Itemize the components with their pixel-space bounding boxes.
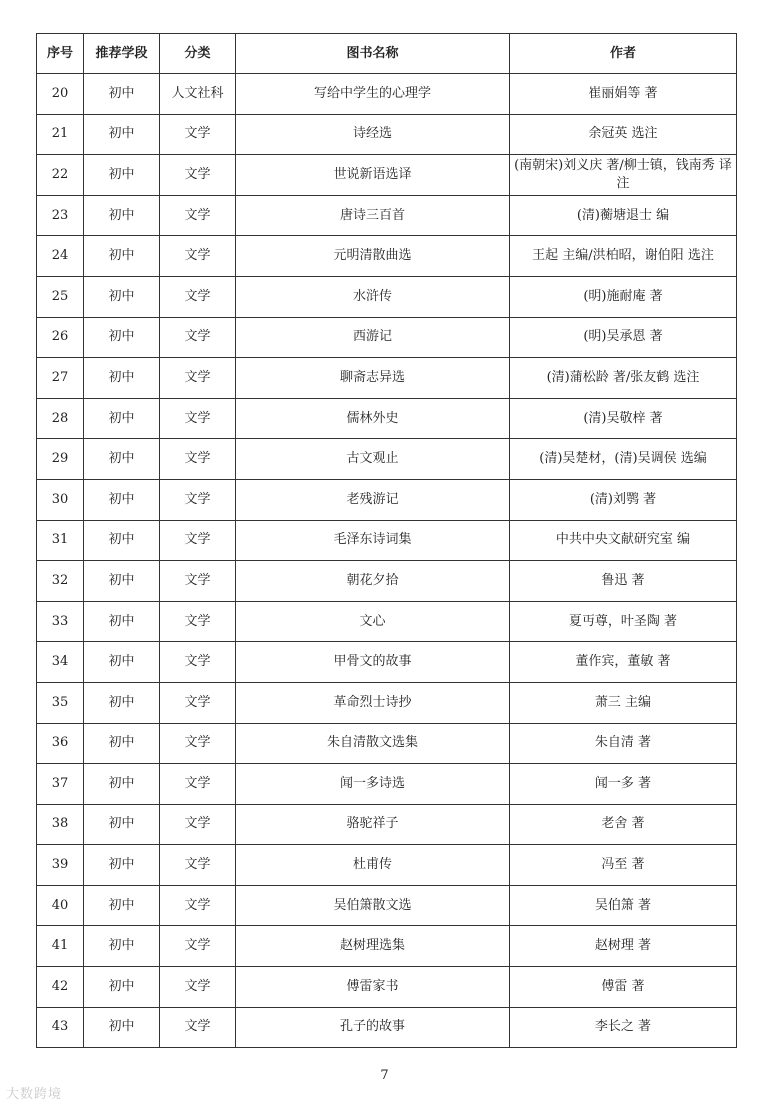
cell-stage: 初中: [84, 601, 160, 642]
table-row: [37, 74, 737, 115]
cell-category: 文学: [160, 804, 236, 845]
cell-title: 儒林外史: [236, 398, 510, 439]
table-row: [37, 1007, 737, 1048]
cell-category: 文学: [160, 1007, 236, 1048]
cell-stage: 初中: [84, 1007, 160, 1048]
cell-stage: 初中: [84, 642, 160, 683]
table-row: [37, 885, 737, 926]
cell-no: 43: [37, 1007, 84, 1048]
table-header-row: [37, 34, 737, 74]
cell-category: 文学: [160, 479, 236, 520]
cell-title: 元明清散曲选: [236, 236, 510, 277]
header-author: 作者: [510, 34, 737, 74]
cell-category: 文学: [160, 195, 236, 236]
cell-author: (清)吴楚材，(清)吴调侯 选编: [510, 439, 737, 480]
cell-title: 西游记: [236, 317, 510, 358]
cell-no: 40: [37, 885, 84, 926]
cell-category: 文学: [160, 276, 236, 317]
cell-title: 赵树理选集: [236, 926, 510, 967]
cell-author: 董作宾，董敏 著: [510, 642, 737, 683]
cell-category: 文学: [160, 601, 236, 642]
cell-no: 35: [37, 682, 84, 723]
table-row: [37, 358, 737, 399]
cell-no: 33: [37, 601, 84, 642]
cell-category: 文学: [160, 439, 236, 480]
book-list-table-wrapper: [36, 33, 736, 1048]
table-row: [37, 804, 737, 845]
cell-title: 朱自清散文选集: [236, 723, 510, 764]
cell-no: 32: [37, 561, 84, 602]
cell-title: 文心: [236, 601, 510, 642]
cell-title: 唐诗三百首: [236, 195, 510, 236]
cell-category: 文学: [160, 358, 236, 399]
cell-stage: 初中: [84, 276, 160, 317]
cell-title: 水浒传: [236, 276, 510, 317]
cell-category: 文学: [160, 967, 236, 1008]
cell-stage: 初中: [84, 723, 160, 764]
table-row: [37, 398, 737, 439]
cell-author: (明)吴承恩 著: [510, 317, 737, 358]
cell-stage: 初中: [84, 804, 160, 845]
cell-title: 老残游记: [236, 479, 510, 520]
cell-author: (南朝宋)刘义庆 著/柳士镇，钱南秀 译注: [510, 155, 737, 196]
table-row: [37, 155, 737, 196]
cell-category: 人文社科: [160, 74, 236, 115]
cell-title: 甲骨文的故事: [236, 642, 510, 683]
cell-no: 20: [37, 74, 84, 115]
cell-title: 闻一多诗选: [236, 764, 510, 805]
cell-stage: 初中: [84, 114, 160, 155]
cell-author: 崔丽娟等 著: [510, 74, 737, 115]
cell-category: 文学: [160, 926, 236, 967]
table-row: [37, 236, 737, 277]
cell-no: 39: [37, 845, 84, 886]
cell-title: 诗经选: [236, 114, 510, 155]
table-body: [37, 74, 737, 1048]
cell-title: 毛泽东诗词集: [236, 520, 510, 561]
cell-category: 文学: [160, 155, 236, 196]
header-no: 序号: [37, 34, 84, 74]
table-row: [37, 845, 737, 886]
cell-author: 中共中央文献研究室 编: [510, 520, 737, 561]
cell-no: 37: [37, 764, 84, 805]
cell-stage: 初中: [84, 479, 160, 520]
cell-author: 朱自清 著: [510, 723, 737, 764]
cell-category: 文学: [160, 114, 236, 155]
table-row: [37, 601, 737, 642]
cell-no: 24: [37, 236, 84, 277]
cell-no: 27: [37, 358, 84, 399]
cell-author: (清)刘鹗 著: [510, 479, 737, 520]
table-row: [37, 479, 737, 520]
cell-stage: 初中: [84, 845, 160, 886]
cell-category: 文学: [160, 520, 236, 561]
cell-stage: 初中: [84, 398, 160, 439]
cell-author: (清)蘅塘退士 编: [510, 195, 737, 236]
cell-author: 夏丏尊，叶圣陶 著: [510, 601, 737, 642]
watermark: 大数跨境: [6, 1087, 63, 1102]
cell-stage: 初中: [84, 682, 160, 723]
cell-title: 傅雷家书: [236, 967, 510, 1008]
table-row: [37, 276, 737, 317]
cell-no: 31: [37, 520, 84, 561]
cell-title: 杜甫传: [236, 845, 510, 886]
table-row: [37, 561, 737, 602]
cell-no: 42: [37, 967, 84, 1008]
cell-category: 文学: [160, 561, 236, 602]
cell-author: 傅雷 著: [510, 967, 737, 1008]
table-row: [37, 764, 737, 805]
cell-title: 革命烈士诗抄: [236, 682, 510, 723]
cell-author: 闻一多 著: [510, 764, 737, 805]
table-row: [37, 723, 737, 764]
cell-stage: 初中: [84, 358, 160, 399]
cell-author: (清)吴敬梓 著: [510, 398, 737, 439]
cell-author: 吴伯箫 著: [510, 885, 737, 926]
cell-stage: 初中: [84, 561, 160, 602]
cell-stage: 初中: [84, 155, 160, 196]
cell-stage: 初中: [84, 74, 160, 115]
cell-no: 25: [37, 276, 84, 317]
cell-stage: 初中: [84, 317, 160, 358]
cell-no: 30: [37, 479, 84, 520]
cell-stage: 初中: [84, 439, 160, 480]
cell-title: 朝花夕拾: [236, 561, 510, 602]
cell-stage: 初中: [84, 926, 160, 967]
table-row: [37, 114, 737, 155]
cell-title: 吴伯箫散文选: [236, 885, 510, 926]
cell-no: 29: [37, 439, 84, 480]
cell-stage: 初中: [84, 195, 160, 236]
header-title: 图书名称: [236, 34, 510, 74]
cell-no: 41: [37, 926, 84, 967]
cell-author: 余冠英 选注: [510, 114, 737, 155]
cell-no: 26: [37, 317, 84, 358]
cell-author: (明)施耐庵 著: [510, 276, 737, 317]
cell-title: 古文观止: [236, 439, 510, 480]
cell-title: 骆驼祥子: [236, 804, 510, 845]
cell-author: 鲁迅 著: [510, 561, 737, 602]
cell-category: 文学: [160, 398, 236, 439]
cell-category: 文学: [160, 845, 236, 886]
cell-author: 老舍 著: [510, 804, 737, 845]
cell-no: 34: [37, 642, 84, 683]
table-row: [37, 682, 737, 723]
cell-no: 38: [37, 804, 84, 845]
table-row: [37, 195, 737, 236]
header-stage: 推荐学段: [84, 34, 160, 74]
cell-author: 李长之 著: [510, 1007, 737, 1048]
cell-author: 萧三 主编: [510, 682, 737, 723]
cell-no: 22: [37, 155, 84, 196]
cell-author: 赵树理 著: [510, 926, 737, 967]
cell-stage: 初中: [84, 885, 160, 926]
cell-title: 孔子的故事: [236, 1007, 510, 1048]
cell-category: 文学: [160, 723, 236, 764]
cell-title: 写给中学生的心理学: [236, 74, 510, 115]
table-row: [37, 439, 737, 480]
table-row: [37, 967, 737, 1008]
cell-stage: 初中: [84, 236, 160, 277]
cell-category: 文学: [160, 682, 236, 723]
cell-category: 文学: [160, 317, 236, 358]
table-row: [37, 926, 737, 967]
cell-category: 文学: [160, 642, 236, 683]
cell-no: 28: [37, 398, 84, 439]
page-number: 7: [380, 1068, 389, 1083]
cell-title: 聊斋志异选: [236, 358, 510, 399]
table-row: [37, 520, 737, 561]
cell-author: 王起 主编/洪柏昭，谢伯阳 选注: [510, 236, 737, 277]
cell-category: 文学: [160, 236, 236, 277]
cell-category: 文学: [160, 764, 236, 805]
cell-author: 冯至 著: [510, 845, 737, 886]
cell-stage: 初中: [84, 520, 160, 561]
cell-category: 文学: [160, 885, 236, 926]
cell-stage: 初中: [84, 764, 160, 805]
book-list-table: [36, 33, 737, 1048]
cell-no: 21: [37, 114, 84, 155]
cell-no: 23: [37, 195, 84, 236]
header-category: 分类: [160, 34, 236, 74]
table-row: [37, 317, 737, 358]
cell-author: (清)蒲松龄 著/张友鹤 选注: [510, 358, 737, 399]
cell-stage: 初中: [84, 967, 160, 1008]
table-row: [37, 642, 737, 683]
cell-no: 36: [37, 723, 84, 764]
cell-title: 世说新语选译: [236, 155, 510, 196]
